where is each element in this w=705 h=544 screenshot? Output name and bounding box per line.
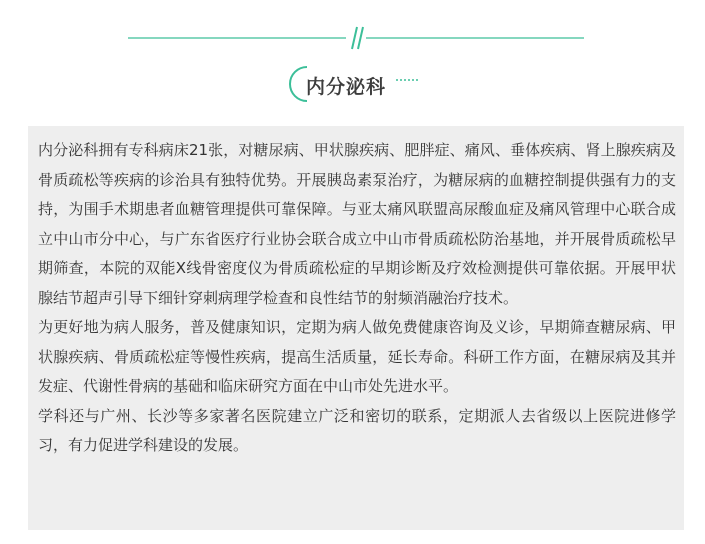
content-body <box>38 136 676 461</box>
content-paragraph-3: 学科还与广州、长沙等多家著名医院建立广泛和密切的联系，定期派人去省级以上医院进修学习，有力促进学科建设的发展。 <box>38 406 676 454</box>
content-paragraph-2: 为更好地为病人服务，普及健康知识，定期为病人做免费健康咨询及义诊，早期筛查糖尿病、甲状腺疾病、骨质疏松症等慢性疾病，提高生活质量，延长寿命。科研工作方面，在糖尿病及其并发症、代谢性骨病的基础和临床研究方面在中山市处先进水平。 <box>38 318 676 395</box>
section-title-block <box>284 64 424 104</box>
content-paragraph-1: 内分泌科拥有专科病床21张，对糖尿病、甲状腺疾病、肥胖症、痛风、垂体疾病、肾上腺疾病及骨质疏松等疾病的诊治具有独特优势。开展胰岛素泵治疗，为糖尿病的血糖控制提供强有力的支持，为围手术期患者血糖管理提供可靠保障。与亚太痛风联盟高尿酸血症及痛风管理中心联合成立中山市分中心，与广东省医疗行业协会联合成立中山市骨质疏松防治基地，并开展骨质疏松早期筛查，本院的双能X线骨密度仪为骨质疏松症的早期诊断及疗效检测提供可靠依据。开展甲状腺结节超声引导下细针穿刺病理学检查和良性结节的射频消融治疗技术。 <box>38 141 676 307</box>
content-panel <box>28 126 684 530</box>
title-dots-decoration <box>395 78 421 82</box>
page-title: 内分泌科 <box>306 76 387 98</box>
section-divider <box>128 26 584 50</box>
